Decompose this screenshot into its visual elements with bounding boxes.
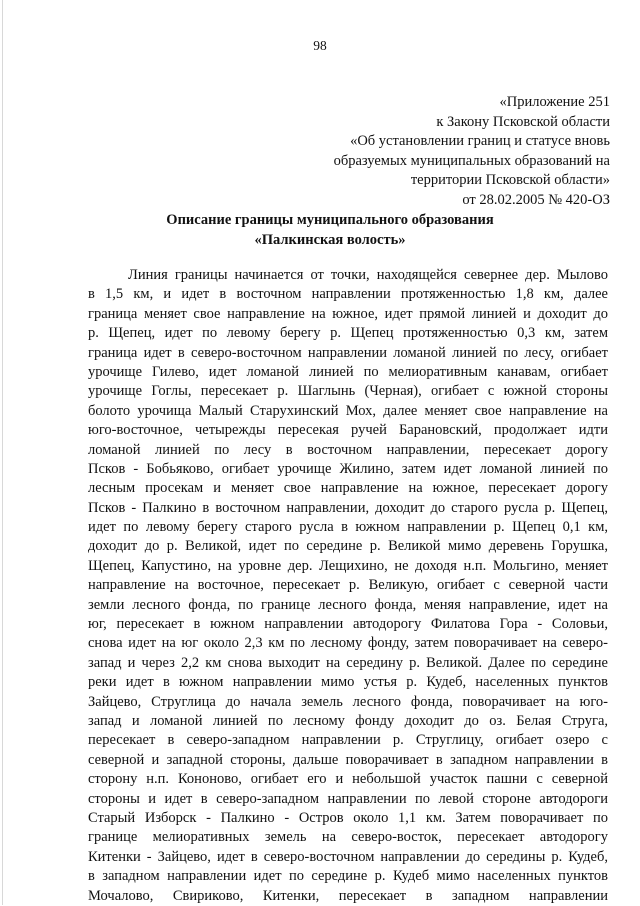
appendix-line: территории Псковской области» (410, 172, 610, 188)
body-line: болото урочища Малый Старухинский Мох, далее меняет свое направление на (88, 402, 608, 419)
body-line: юг, пересекает в южном направлении автодорогу Филатова Гора - Соловьи, (88, 616, 608, 633)
appendix-line: от 28.02.2005 № 420-ОЗ (462, 191, 610, 208)
body-line: направление на восточное, пересекает р. Великую, огибает с северной части (88, 577, 608, 594)
body-line: запад и через 2,2 км снова выходит на середину р. Великой. Далее по середине (88, 654, 608, 671)
title-line: «Палкинская волость» (254, 232, 406, 248)
boundary-description (88, 266, 608, 906)
body-line: в западном направлении идет по середине р. Кудеб мимо населенных пунктов (88, 868, 608, 885)
body-line: доходит до р. Великой, идет по середине р. Великой мимо деревень Горушка, (88, 538, 608, 555)
body-line: границе мелиоративных земель на северо-восток, пересекает автодорогу (88, 829, 608, 846)
body-line: реки идет в южном направлении мимо устья р. Кудеб, населенных пунктов (88, 674, 608, 691)
body-line: пересекает в северо-западном направлении р. Струглицу, огибает озеро с (88, 732, 608, 749)
body-line: Псков - Бобьяково, огибает урочище Жилино, затем идет ломаной линией по (88, 460, 608, 477)
body-line: Китенки - Зайцево, идет в северо-восточном направлении до середины р. Кудеб, (88, 848, 608, 865)
document-title (60, 210, 600, 250)
body-line: сторону н.п. Кононово, огибает его и небольшой участок пашни с северной (88, 771, 608, 788)
title-line: Описание границы муниципального образования (166, 212, 494, 228)
body-line: граница меняет свое направление на южное, идет прямой линией и доходит до (88, 305, 608, 322)
body-line: Псков - Палкино в восточном направлении, доходит до старого русла р. Щепец, (88, 499, 608, 516)
body-line: стороны и идет в северо-западном направлении по левой стороне автодороги (88, 790, 608, 807)
body-line: Мочалово, Свириково, Китенки, пересекает в западном направлении (88, 887, 608, 904)
body-line: Старый Изборск - Палкино - Остров около 1,1 км. Затем поворачивает по (88, 809, 608, 826)
body-line: северной и западной стороны, дальше поворачивает в западном направлении в (88, 751, 608, 768)
body-line: снова идет на юг около 2,3 км по лесному фонду, затем поворачивает на северо- (88, 635, 608, 652)
body-line: запад и ломаной линией по лесному фонду доходит до оз. Белая Струга, (88, 712, 608, 729)
body-line: Щепец, Капустино, на уровне дер. Лещихино, не доходя н.п. Мольгино, меняет (88, 557, 608, 574)
body-line: урочище Гоглы, пересекает р. Шаглынь (Черная), огибает с южной стороны (88, 383, 608, 400)
body-line: р. Щепец, идет по левому берегу р. Щепец протяженностью 0,3 км, затем (88, 325, 608, 342)
page-number: 98 (313, 38, 327, 53)
appendix-reference (190, 93, 610, 210)
body-line: земли лесного фонда, по границе лесного фонда, меняя направление, идет на (88, 596, 608, 613)
body-line: Линия границы начинается от точки, находящейся севернее дер. Мылово (128, 267, 608, 283)
scan-edge-line (2, 0, 3, 905)
body-line: лесным просекам и меняет свое направление на южное, пересекает дорогу (88, 480, 608, 497)
body-line: урочище Гилево, идет ломаной линией по мелиоративным канавам, огибает (88, 363, 608, 380)
appendix-line: к Закону Псковской области (436, 113, 610, 130)
appendix-line: образуемых муниципальных образований на (333, 152, 610, 169)
body-line: ломаной линией по лесу в восточном направлении, пересекает дорогу (88, 441, 608, 458)
body-line: идет по левому берегу старого русла в южном направлении р. Щепец 0,1 км, (88, 519, 608, 536)
body-line: граница идет в северо-восточном направлении ломаной линией по лесу, огибает (88, 344, 608, 361)
body-line: юго-восточное, четырежды пересекая ручей Барановский, продолжает идти (88, 422, 608, 439)
body-line: в 1,5 км, и идет в восточном направлении протяженностью 1,8 км, далее (88, 286, 608, 303)
body-line: Зайцево, Струглица до начала земель лесного фонда, поворачивает на юго- (88, 693, 608, 710)
appendix-line: «Приложение 251 (499, 94, 610, 110)
appendix-line: «Об установлении границ и статусе вновь (350, 133, 610, 149)
